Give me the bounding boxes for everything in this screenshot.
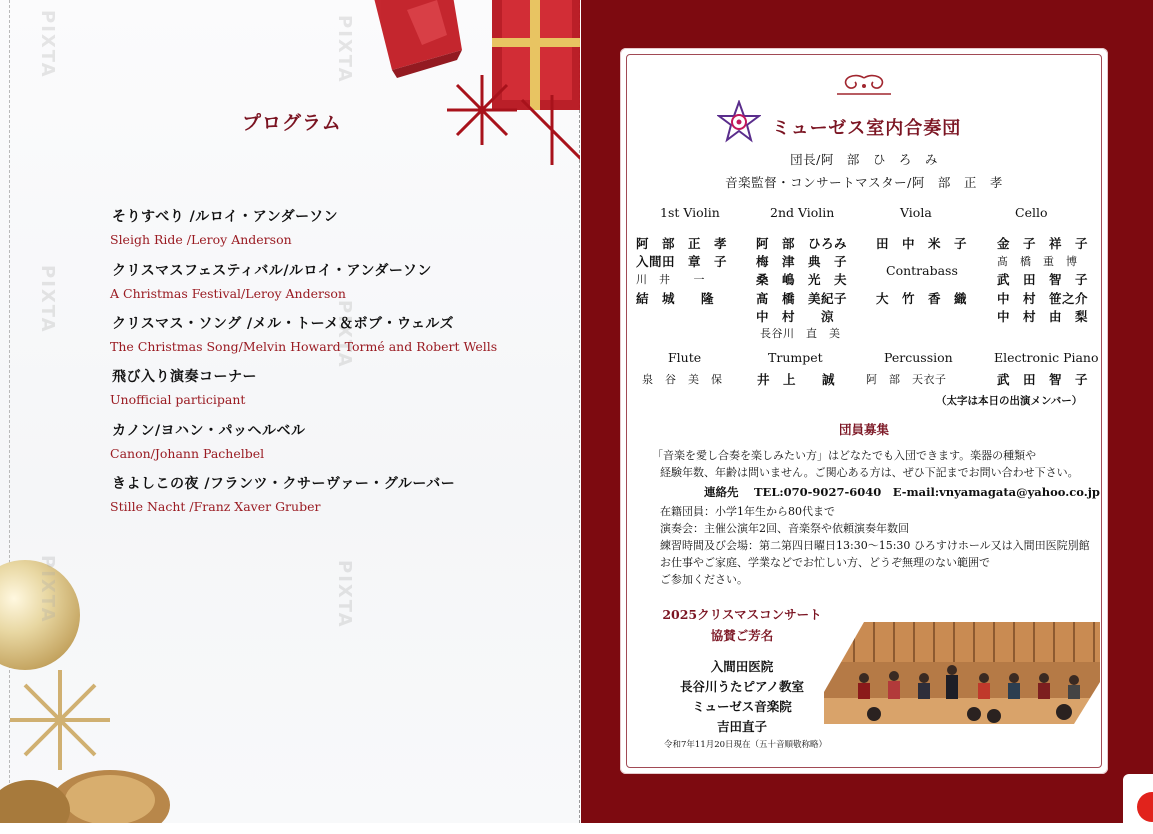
date-note: 令和7年11月20日現在（五十音順敬称略）: [664, 740, 828, 750]
bold-members-note: （太字は本日の出演メンバー）: [936, 395, 1083, 407]
member-name: 阿 部 ひろみ: [756, 236, 848, 251]
member-name: 田 中 米 子: [876, 236, 968, 251]
contact-info: 連絡先 TEL:070-9027-6040 E-mail:vnyamagata@yahoo.co.jp: [704, 485, 1100, 499]
section-heading-1st-violin: 1st Violin: [660, 205, 720, 220]
red-dot-icon: [1137, 792, 1153, 822]
program-item-japanese: クリスマス・ソング /メル・トーメ＆ボブ・ウェルズ: [112, 316, 454, 332]
section-heading-percussion: Percussion: [884, 350, 953, 365]
member-name: 中 村 由 梨: [997, 309, 1089, 324]
left-page: [0, 0, 580, 823]
gift-decoration-image: [352, 0, 580, 170]
program-item-japanese: 飛び入り演奏コーナー: [112, 369, 257, 385]
gold-snowflake-pinecone-decoration: [0, 660, 200, 823]
member-name: 髙 橋 重 博: [997, 255, 1078, 268]
watermark-text: PIXTA: [334, 300, 355, 369]
program-item-japanese: きよしこの夜 /フランツ・クサーヴァー・グルーバー: [112, 476, 456, 492]
section-heading-cello: Cello: [1015, 205, 1048, 220]
member-card: [620, 48, 1108, 774]
sponsor-heading: 協賛ご芳名: [710, 628, 774, 643]
watermark-text: PIXTA: [37, 265, 58, 334]
member-name: 川 井 一: [636, 273, 705, 286]
member-name: 泉 谷 美 保: [642, 373, 723, 386]
program-item-english: A Christmas Festival/Leroy Anderson: [110, 286, 346, 301]
concert-heading: [660, 604, 824, 646]
recruitment-heading: 団員募集: [838, 422, 889, 437]
watermark-text: PIXTA: [37, 10, 58, 79]
section-heading-2nd-violin: 2nd Violin: [770, 205, 835, 220]
red-circle-button[interactable]: [1123, 774, 1153, 834]
section-heading-flute: Flute: [668, 350, 702, 365]
right-page: [581, 0, 1153, 823]
info-line: お仕事やご家庭、学業などでお忙しい方、どうぞ無理のない範囲で: [660, 556, 990, 569]
member-name: 大 竹 香 織: [876, 291, 968, 306]
recruitment-text: 「音楽を愛し合奏を楽しみたい方」はどなたでも入団できます。楽器の種類や: [652, 449, 1037, 462]
member-name: 結 城 隆: [636, 291, 715, 306]
watermark-text: PIXTA: [334, 560, 355, 629]
member-name: 長谷川 直 美: [760, 327, 841, 340]
member-name: 阿 部 正 孝: [636, 236, 728, 251]
section-heading-viola: Viola: [900, 205, 932, 220]
program-item-japanese: カノン/ヨハン・パッヘルベル: [112, 423, 306, 439]
sponsor-name: 入間田医院: [710, 659, 774, 674]
ensemble-name: ミューゼス室内合奏団: [772, 118, 962, 139]
program-item: [112, 206, 338, 247]
member-name: 桑 嶋 光 夫: [756, 272, 848, 287]
program-item: [112, 473, 455, 514]
section-heading-contrabass: Contrabass: [886, 263, 958, 278]
recruitment-text: 経験年数、年齢は問いません。ご関心ある方は、ぜひ下記までお問い合わせ下さい。: [660, 466, 1079, 479]
sponsor-name: ミューゼス音楽院: [692, 699, 792, 714]
program-item-japanese: クリスマスフェスティバル/ルロイ・アンダーソン: [112, 263, 432, 279]
sponsor-name: 長谷川うたピアノ教室: [679, 679, 804, 694]
program-title: プログラム: [242, 112, 342, 134]
member-name: 髙 橋 美紀子: [756, 291, 848, 306]
member-name: 入間田 章 子: [636, 254, 728, 269]
watermark-text: PIXTA: [37, 555, 58, 624]
member-name: 武 田 智 子: [997, 272, 1089, 287]
program-item: [112, 260, 432, 301]
ensemble-logo-icon: [717, 100, 761, 144]
section-heading-trumpet: Trumpet: [768, 350, 823, 365]
program-item-english: Sleigh Ride /Leroy Anderson: [110, 232, 292, 247]
program-item-english: Unofficial participant: [110, 392, 246, 407]
watermark-text: PIXTA: [334, 15, 355, 84]
info-line: 演奏会：主催公演年2回、音楽祭や依頼演奏年数回: [660, 522, 909, 535]
member-name: 中 村 涼: [756, 309, 835, 324]
info-line: 在籍団員：小学1年生から80代まで: [660, 505, 835, 518]
member-name: 中 村 笹之介: [997, 291, 1089, 306]
program-item-english: The Christmas Song/Melvin Howard Tormé and Robert Wells: [110, 339, 498, 354]
leader-line: 団長/阿 部 ひ ろ み: [790, 152, 938, 167]
member-name: 梅 津 典 子: [756, 254, 848, 269]
member-name: 武 田 智 子: [997, 372, 1089, 387]
sponsor-name: 吉田直子: [716, 719, 767, 734]
member-name: 金 子 祥 子: [997, 236, 1089, 251]
concert-photo: [824, 622, 1100, 724]
program-item-english: Canon/Johann Pachelbel: [110, 446, 265, 461]
section-heading-electronic-piano: Electronic Piano: [994, 350, 1099, 365]
program-item: [112, 420, 306, 461]
director-line: 音楽監督・コンサートマスター/阿 部 正 孝: [725, 175, 1003, 190]
concert-title: 2025クリスマスコンサート: [662, 607, 822, 622]
program-item: [112, 366, 257, 407]
program-item-japanese: そりすべり /ルロイ・アンダーソン: [112, 209, 339, 225]
info-line: ご参加ください。: [660, 573, 748, 586]
program-item: [112, 313, 497, 354]
member-name: 井 上 誠: [757, 372, 836, 387]
member-name: 阿 部 天衣子: [866, 373, 947, 386]
info-line: 練習時間及び会場：第二第四日曜日13:30～15:30 ひろすけホール又は入間田医院別館: [660, 539, 1090, 552]
flourish-ornament-icon: [833, 74, 895, 98]
program-item-english: Stille Nacht /Franz Xaver Gruber: [110, 499, 321, 514]
